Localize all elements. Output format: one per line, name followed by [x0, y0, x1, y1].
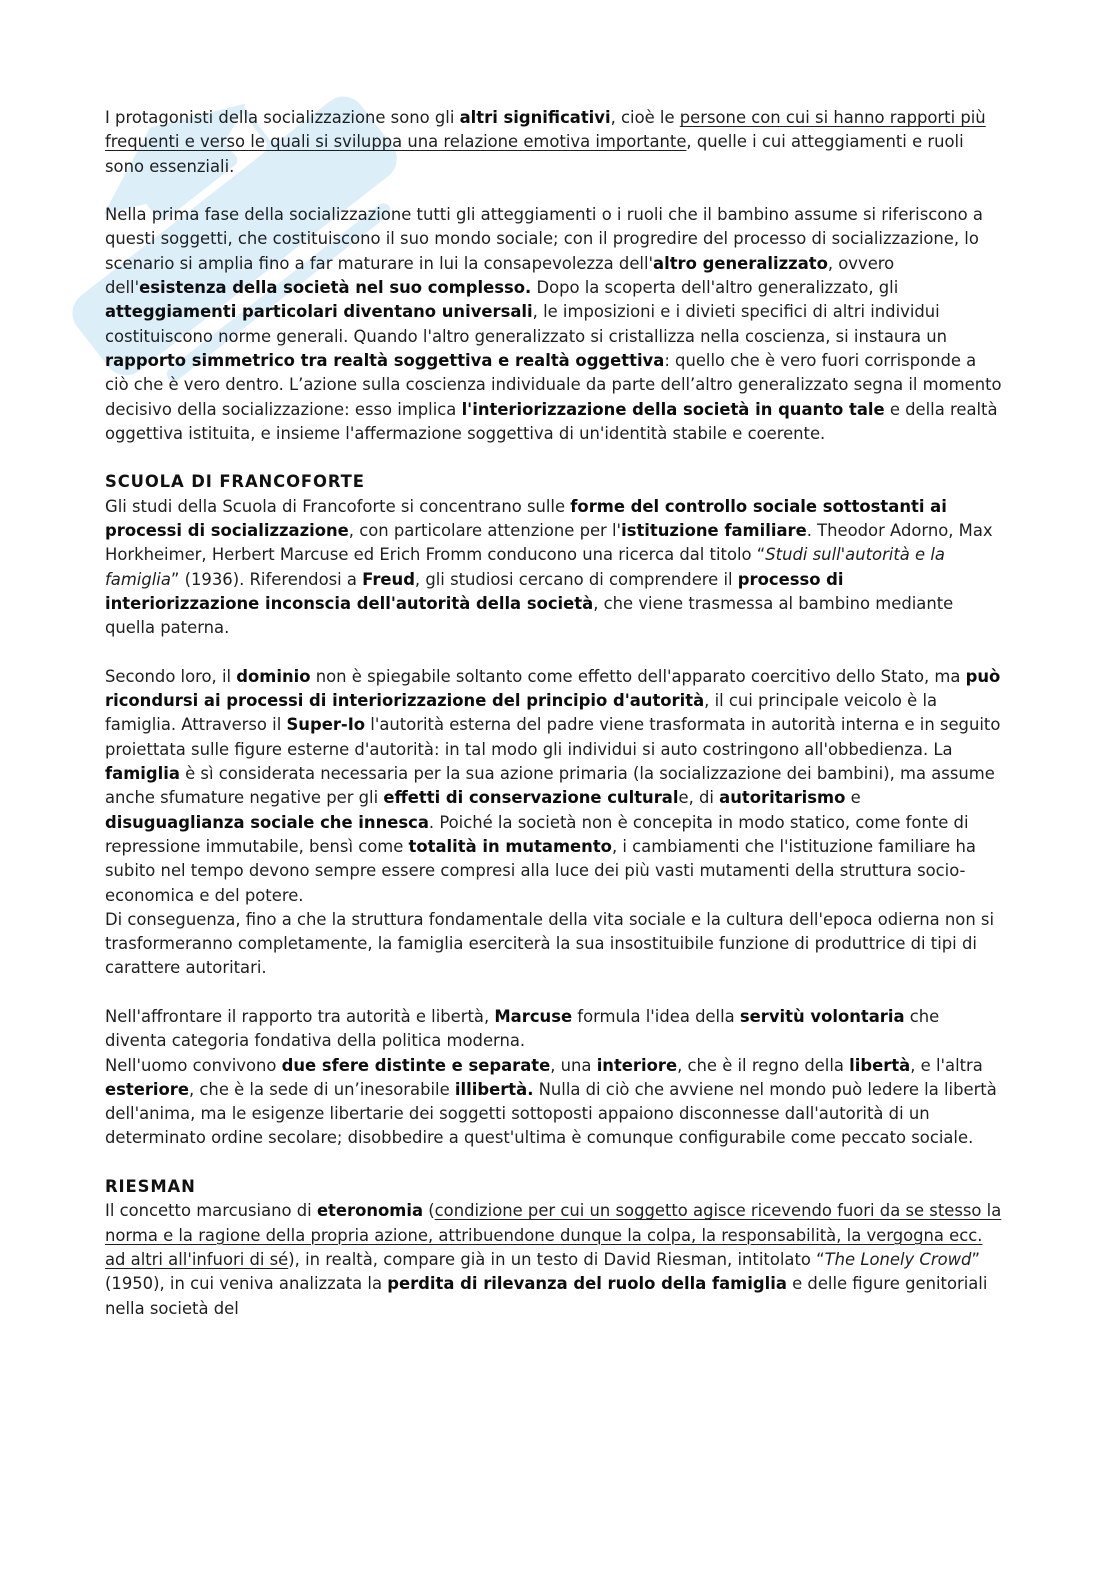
text-run: è sì considerata necessaria per la sua azione primaria (la socializzazione dei bambini), ma assume anche sfumature negative per gli — [105, 764, 995, 808]
bold-text: totalità in mutamento — [408, 836, 612, 856]
text-run: , che è la sede di un’inesorabile — [189, 1079, 455, 1099]
paragraph — [105, 665, 1003, 981]
text-run: e — [845, 788, 861, 808]
text-run: che diventa categoria fondativa della politica moderna. Nell'uomo convivono — [105, 1006, 940, 1075]
text-run: . Poiché la società non è concepita in modo statico, come fonte di repressione immutabile, bensì come — [105, 812, 969, 856]
section-heading: SCUOLA DI FRANCOFORTE — [105, 472, 365, 492]
paragraph — [105, 1005, 1003, 1151]
document-section — [105, 1175, 1003, 1321]
bold-text: libertà — [849, 1055, 911, 1075]
italic-text: Studi sull'autorità e la famiglia — [105, 545, 945, 589]
text-run: Secondo loro, il — [105, 666, 237, 686]
bold-text: disuguaglianza sociale che innesca — [105, 812, 429, 832]
document-body — [105, 106, 1003, 1345]
bold-text: illibertà. — [454, 1079, 534, 1099]
text-run: e, di — [678, 788, 720, 808]
text-run: ” (1950), in cui veniva analizzata la — [105, 1249, 980, 1294]
bold-text: servitù volontaria — [739, 1006, 905, 1026]
text-run: , il cui principale veicolo è la famiglia. Attraverso il — [105, 691, 938, 735]
text-run: , le imposizioni e i divieti specifici di altri individui costituiscono norme generali. Quando l'altro generalizzato si cristallizza nella coscienza, si instaura un — [105, 302, 948, 346]
bold-text: istituzione familiare — [621, 521, 807, 541]
text-run: , che è il regno della — [677, 1055, 850, 1075]
text-run: , i cambiamenti che l'istituzione familiare ha subito nel tempo devono sempre essere compresi alla luce dei più vasti mutamenti della struttura socio-economica e del potere. Di conseguenza, fino a che la struttura fondamentale della vita sociale e la cultura dell'epoca odierna non si trasformeranno completamente, la famiglia eserciterà la sua insostituibile funzione di produttrice di tipi di carattere autoritari. — [105, 836, 995, 978]
text-run: e delle figure genitoriali nella società del — [105, 1274, 988, 1318]
text-run: ), in realtà, compare già in un testo di David Riesman, intitolato “ — [288, 1249, 825, 1269]
text-run: Nulla di ciò che avviene nel mondo può ledere la libertà dell'anima, ma le esigenze libertarie dei soggetti sottoposti appaiono disconnesse dall'autorità di un determinato ordine secolare; disobbedire a quest'ultima è comunque configurabile come peccato sociale. — [105, 1079, 997, 1148]
document-section — [105, 470, 1003, 1150]
paragraph — [105, 203, 1003, 446]
bold-text: effetti di conservazione cultural — [383, 788, 679, 808]
text-run: . Theodor Adorno, Max Horkheimer, Herbert Marcuse ed Erich Fromm conducono una ricerca dal titolo “ — [105, 521, 993, 565]
text-run: , cioè le — [610, 108, 680, 127]
text-run: Dopo la scoperta dell'altro generalizzato, gli — [531, 278, 899, 298]
text-run: formula l'idea della — [572, 1006, 740, 1026]
italic-text: The Lonely Crowd — [824, 1249, 972, 1269]
text-run: I protagonisti della socializzazione sono gli — [105, 108, 460, 127]
paragraph — [105, 495, 1003, 641]
bold-text: può ricondursi ai processi di interiorizzazione del principio d'autorità — [105, 666, 1001, 711]
paragraph — [105, 1199, 1003, 1320]
text-run: ” (1936). Riferendosi a — [170, 569, 363, 589]
text-run: l'autorità esterna del padre viene trasformata in autorità interna e in seguito proiettata sulle figure esterne d'autorità: in tal modo gli individui si auto costringono all'obbedienza. La — [105, 715, 1001, 759]
underlined-text: condizione per cui un soggetto agisce ricevendo fuori da se stesso la norma e la ragione della propria azione, attribuendone dunque la colpa, la responsabilità, la vergogna ecc. ad altri all'infuori di sé — [105, 1201, 1002, 1269]
paragraph — [105, 106, 1003, 179]
text-run: Nella prima fase della socializzazione tutti gli atteggiamenti o i ruoli che il bambino assume si riferiscono a questi soggetti, che costituiscono il suo mondo sociale; con il progredire del processo di socializzazione, lo scenario si amplia fino a far maturare in lui la consapevolezza dell' — [105, 205, 983, 273]
text-run: , che viene trasmessa al bambino mediante quella paterna. — [105, 593, 954, 638]
bold-text: esistenza della società nel suo complesso. — [139, 278, 532, 298]
bold-text: due sfere distinte e separate — [281, 1055, 551, 1075]
bold-text: famiglia — [105, 764, 180, 784]
text-run: , quelle i cui atteggiamenti e ruoli sono essenziali. — [105, 132, 964, 176]
bold-text: Super-Io — [286, 715, 366, 735]
text-run: ( — [423, 1201, 435, 1221]
bold-text: dominio — [236, 666, 311, 686]
text-run: , una — [550, 1055, 597, 1075]
bold-text: esteriore — [105, 1079, 189, 1099]
bold-text: Freud — [362, 569, 415, 589]
bold-text: interiore — [596, 1055, 678, 1075]
bold-text: eteronomia — [316, 1201, 424, 1221]
bold-text: atteggiamenti particolari diventano universali — [105, 302, 533, 322]
underlined-text: persone con cui si hanno rapporti più frequenti e verso le quali si sviluppa una relazione emotiva importante — [105, 108, 986, 152]
text-run: Nell'affrontare il rapporto tra autorità e libertà, — [105, 1006, 495, 1026]
text-run: , e l'altra — [910, 1055, 983, 1075]
text-run: e della realtà oggettiva istituita, e insieme l'affermazione soggettiva di un'identità stabile e coerente. — [105, 399, 998, 443]
text-run: Il concetto marcusiano di — [105, 1201, 317, 1221]
bold-text: altro generalizzato — [653, 253, 828, 273]
text-run: , ovvero dell' — [105, 253, 895, 298]
bold-text: Marcuse — [494, 1006, 573, 1026]
bold-text: autoritarismo — [719, 788, 846, 808]
bold-text: perdita di rilevanza del ruolo della famiglia — [387, 1274, 787, 1294]
bold-text: rapporto simmetrico tra realtà soggettiva e realtà oggettiva — [105, 350, 665, 370]
bold-text: forme del controllo sociale sottostanti ai processi di socializzazione — [105, 496, 947, 541]
text-run: : quello che è vero fuori corrisponde a ciò che è vero dentro. L’azione sulla coscienza individuale da parte dell’altro generalizzato segna il momento decisivo della socializzazione: esso implica — [105, 350, 1002, 419]
document-section — [105, 106, 1003, 446]
text-run: Gli studi della Scuola di Francoforte si concentrano sulle — [105, 496, 571, 516]
bold-text: processo di interiorizzazione inconscia dell'autorità della società — [105, 569, 844, 613]
text-run: non è spiegabile soltanto come effetto dell'apparato coercitivo dello Stato, ma — [310, 666, 966, 686]
bold-text: altri significativi — [459, 108, 611, 127]
section-heading: RIESMAN — [105, 1177, 196, 1197]
bold-text: l'interiorizzazione della società in quanto tale — [461, 399, 885, 419]
text-run: , gli studiosi cercano di comprendere il — [414, 569, 738, 589]
text-run: , con particolare attenzione per l' — [348, 521, 622, 541]
